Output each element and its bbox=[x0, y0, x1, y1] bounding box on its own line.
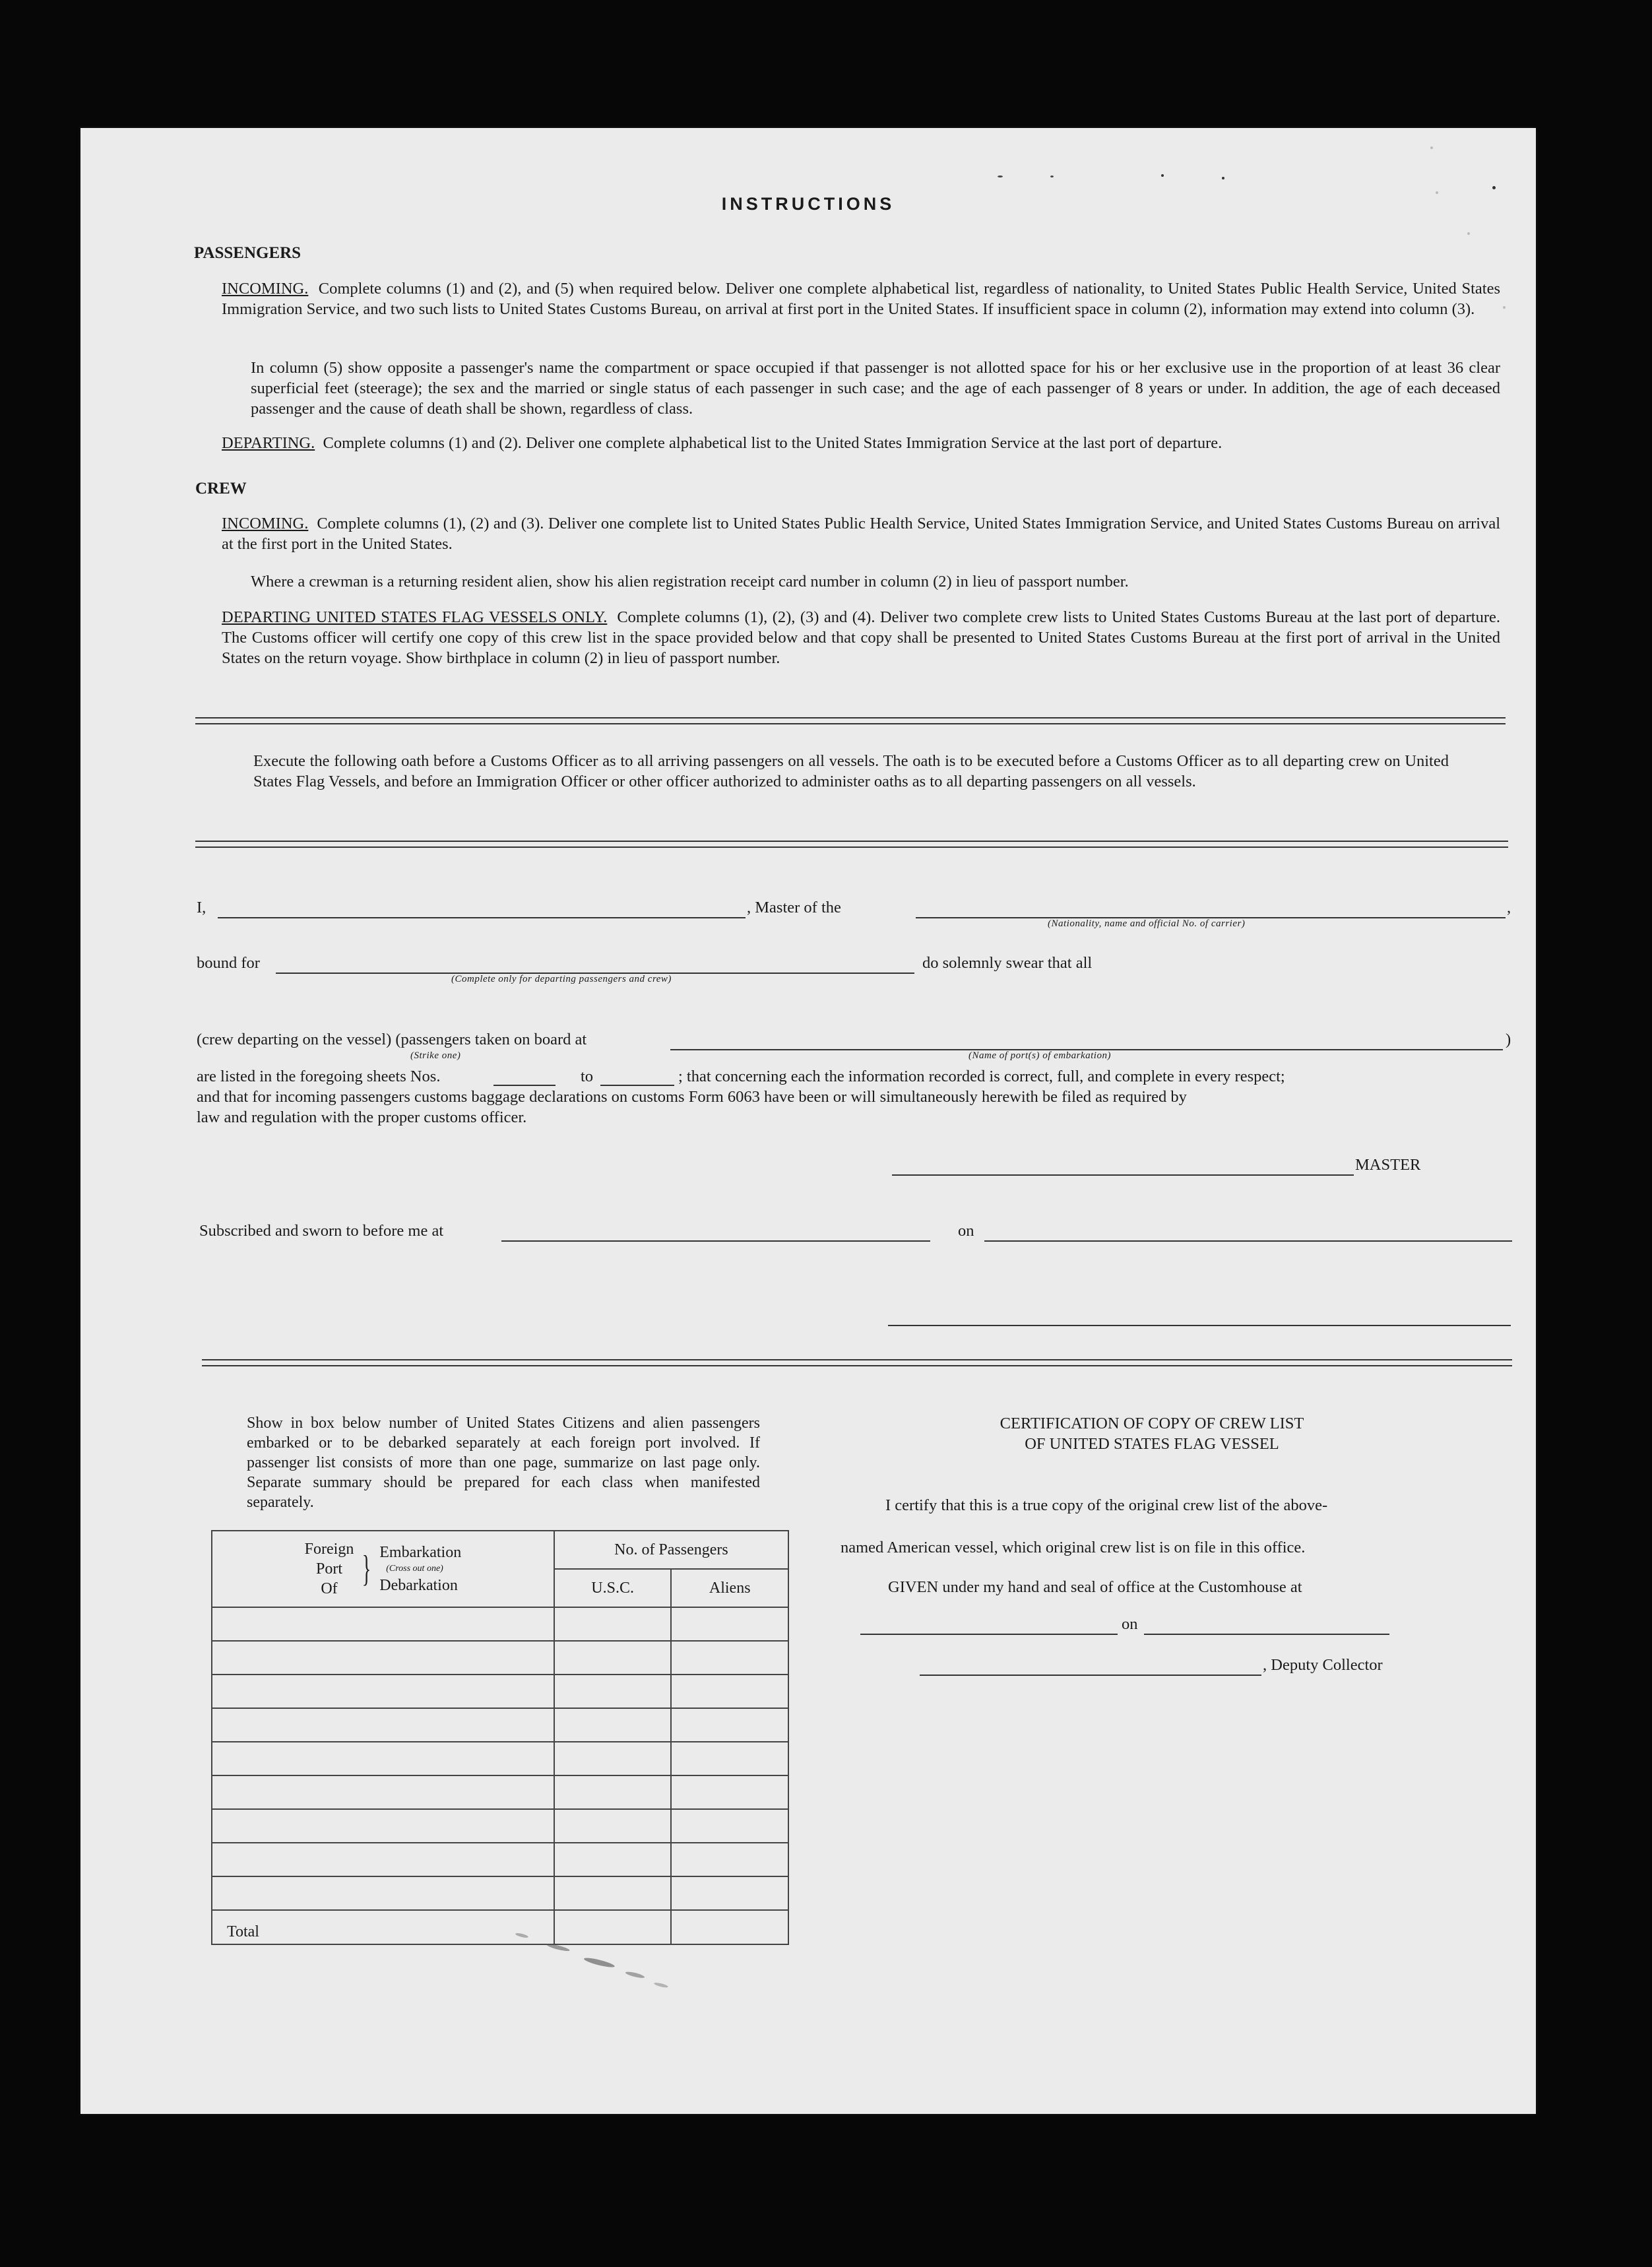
brace-glyph: } bbox=[362, 1549, 371, 1589]
subscribed-label: Subscribed and sworn to before me at bbox=[199, 1222, 444, 1240]
speck bbox=[1436, 191, 1438, 194]
double-rule bbox=[202, 1359, 1512, 1366]
crew-heading: CREW bbox=[195, 480, 247, 497]
passengers-departing-paragraph bbox=[222, 433, 1500, 453]
table-row bbox=[212, 1843, 788, 1876]
officer-signature-field[interactable] bbox=[888, 1325, 1511, 1326]
col-of: Of bbox=[321, 1580, 338, 1597]
aliens-cell[interactable] bbox=[671, 1675, 788, 1708]
certification-heading-2: OF UNITED STATES FLAG VESSEL bbox=[1025, 1435, 1279, 1453]
speck bbox=[1430, 146, 1433, 149]
col-no-passengers: No. of Passengers bbox=[554, 1531, 788, 1569]
deputy-signature-field[interactable] bbox=[920, 1675, 1261, 1676]
port-cell[interactable] bbox=[212, 1675, 554, 1708]
aliens-total-cell[interactable] bbox=[671, 1910, 788, 1944]
sworn-date-field[interactable] bbox=[984, 1240, 1512, 1242]
passengers-heading: PASSENGERS bbox=[194, 244, 302, 262]
table-row bbox=[212, 1708, 788, 1742]
speck bbox=[1161, 174, 1164, 177]
strike-caption: (Strike one) bbox=[410, 1050, 461, 1061]
passengers-incoming-label: INCOMING. bbox=[222, 280, 309, 298]
usc-cell[interactable] bbox=[554, 1742, 672, 1775]
aliens-cell[interactable] bbox=[671, 1843, 788, 1876]
passengers-departing-label: DEPARTING. bbox=[222, 434, 315, 452]
col-usc: U.S.C. bbox=[554, 1569, 672, 1607]
listed-to: to bbox=[581, 1068, 594, 1085]
bound-caption: (Complete only for departing passengers and crew) bbox=[451, 974, 672, 984]
total-label: Total bbox=[212, 1910, 554, 1944]
crew-incoming-text: Complete columns (1), (2) and (3). Deliver one complete list to United States Public Health Service, United States Immigration Service, and United States Customs Bureau on arrival at the first port in the United States. bbox=[222, 515, 1501, 553]
aliens-cell[interactable] bbox=[671, 1708, 788, 1742]
speck bbox=[998, 176, 1003, 177]
customhouse-field[interactable] bbox=[860, 1634, 1118, 1635]
speck bbox=[1492, 186, 1496, 189]
passengers-incoming-paragraph bbox=[222, 278, 1500, 319]
crew-incoming-label: INCOMING. bbox=[222, 515, 309, 532]
speck bbox=[1503, 306, 1506, 309]
crew-resident-paragraph: Where a crewman is a returning resident alien, show his alien registration receipt card number in column (2) in lieu of passport number. bbox=[251, 573, 1129, 591]
aliens-cell[interactable] bbox=[671, 1641, 788, 1675]
sheet-to-field[interactable] bbox=[600, 1085, 674, 1086]
listed-text: ; that concerning each the information recorded is correct, full, and complete in every respect; bbox=[678, 1068, 1285, 1085]
usc-cell[interactable] bbox=[554, 1876, 672, 1910]
summary-instructions: Show in box below number of United States Citizens and alien passengers embarked or to be debarked separately at each foreign port involved. If passenger list consists of more than one page, summarize on last page only. Separate summary should be prepared for each class when manifested separately. bbox=[247, 1415, 760, 1511]
passenger-summary-table bbox=[211, 1530, 789, 1945]
cert-line-1: I certify that this is a true copy of the original crew list of the above- bbox=[885, 1496, 1328, 1514]
sworn-on-label: on bbox=[958, 1222, 974, 1240]
bound-for-label: bound for bbox=[197, 954, 260, 972]
speck bbox=[1222, 177, 1224, 179]
certification-heading-1: CERTIFICATION OF COPY OF CREW LIST bbox=[1000, 1415, 1304, 1432]
crew-departing-label: DEPARTING UNITED STATES FLAG VESSELS ONLY. bbox=[222, 608, 608, 626]
double-rule bbox=[195, 841, 1508, 848]
col-port: Port bbox=[316, 1560, 343, 1578]
sworn-place-field[interactable] bbox=[501, 1240, 930, 1242]
master-of-label: , Master of the bbox=[747, 899, 841, 916]
cert-on-label: on bbox=[1122, 1615, 1138, 1633]
table-row bbox=[212, 1641, 788, 1675]
usc-cell[interactable] bbox=[554, 1675, 672, 1708]
master-name-field[interactable] bbox=[218, 917, 746, 918]
sheet-from-field[interactable] bbox=[493, 1085, 556, 1086]
listed-label: are listed in the foregoing sheets Nos. bbox=[197, 1068, 441, 1085]
port-cell[interactable] bbox=[212, 1742, 554, 1775]
embark-caption: (Name of port(s) of embarkation) bbox=[969, 1050, 1111, 1061]
cert-line-2: named American vessel, which original crew list is on file in this office. bbox=[841, 1539, 1306, 1556]
passengers-incoming-text: Complete columns (1) and (2), and (5) when required below. Deliver one complete alphabetical list, regardless of nationality, to United States Public Health Service, United States Immigration Service, and two such lists to United States Customs Bureau, on arrival at first port in the United States. If insufficient space in column (2), information may extend into column (3). bbox=[222, 280, 1500, 318]
aliens-cell[interactable] bbox=[671, 1742, 788, 1775]
port-cell[interactable] bbox=[212, 1775, 554, 1809]
table-row bbox=[212, 1809, 788, 1843]
form-page bbox=[80, 128, 1536, 2114]
table-row bbox=[212, 1675, 788, 1708]
table-row bbox=[212, 1607, 788, 1641]
master-signature-field[interactable] bbox=[892, 1174, 1354, 1176]
usc-cell[interactable] bbox=[554, 1775, 672, 1809]
port-cell[interactable] bbox=[212, 1843, 554, 1876]
col-aliens: Aliens bbox=[671, 1569, 788, 1607]
usc-cell[interactable] bbox=[554, 1843, 672, 1876]
table-row bbox=[212, 1775, 788, 1809]
double-rule bbox=[195, 717, 1506, 724]
table-row bbox=[212, 1742, 788, 1775]
aliens-cell[interactable] bbox=[671, 1607, 788, 1641]
cert-line-3: GIVEN under my hand and seal of office at the Customhouse at bbox=[888, 1578, 1302, 1596]
col-foreign: Foreign bbox=[304, 1541, 354, 1558]
oath-i-label: I, bbox=[197, 899, 206, 916]
crew-departing-paragraph bbox=[222, 607, 1500, 668]
aliens-cell[interactable] bbox=[671, 1775, 788, 1809]
usc-cell[interactable] bbox=[554, 1641, 672, 1675]
crew-departing-text: Complete columns (1), (2), (3) and (4). Deliver two complete crew lists to United States Customs Bureau at the last port of departure. The Customs officer will certify one copy of this crew list in the space provided below and that copy shall be presented to United States Customs Bureau at the first port of arrival in the United States on the return voyage. Show birthplace in column (2) in lieu of passport number. bbox=[222, 608, 1500, 667]
usc-cell[interactable] bbox=[554, 1809, 672, 1843]
port-cell[interactable] bbox=[212, 1876, 554, 1910]
listed-text-2: and that for incoming passengers customs baggage declarations on customs Form 6063 have been or will simultaneously herewith be filed as required by bbox=[197, 1088, 1187, 1106]
port-cell[interactable] bbox=[212, 1708, 554, 1742]
crew-incoming-paragraph bbox=[222, 513, 1500, 554]
aliens-cell[interactable] bbox=[671, 1876, 788, 1910]
port-header-cell bbox=[212, 1531, 554, 1607]
aliens-cell[interactable] bbox=[671, 1809, 788, 1843]
port-cell[interactable] bbox=[212, 1607, 554, 1641]
oath-intro: Execute the following oath before a Customs Officer as to all arriving passengers on all vessels. The oath is to be executed before a Customs Officer as to all departing crew on United States Flag Vessels, and before an Immigration Officer or other officer authorized to administer oaths as to all departing passengers on all vessels. bbox=[253, 752, 1449, 790]
deputy-collector-label: , Deputy Collector bbox=[1263, 1656, 1383, 1674]
passengers-departing-text: Complete columns (1) and (2). Deliver one complete alphabetical list to the United States Immigration Service at the last port of departure. bbox=[323, 434, 1223, 452]
close-paren: ) bbox=[1506, 1031, 1511, 1048]
usc-cell[interactable] bbox=[554, 1607, 672, 1641]
usc-cell[interactable] bbox=[554, 1708, 672, 1742]
col-debarkation: Debarkation bbox=[379, 1577, 458, 1594]
certification-heading bbox=[901, 1413, 1403, 1454]
port-cell[interactable] bbox=[212, 1809, 554, 1843]
port-cell[interactable] bbox=[212, 1641, 554, 1675]
col-embarkation: Embarkation bbox=[379, 1544, 462, 1561]
listed-text-3: law and regulation with the proper customs officer. bbox=[197, 1108, 527, 1126]
swear-label: do solemnly swear that all bbox=[922, 954, 1093, 972]
speck bbox=[1050, 176, 1054, 177]
speck bbox=[1467, 232, 1470, 235]
cert-date-field[interactable] bbox=[1144, 1634, 1389, 1635]
page-title: INSTRUCTIONS bbox=[721, 194, 895, 214]
carrier-caption: (Nationality, name and official No. of carrier) bbox=[1048, 918, 1246, 929]
col-cross-out: (Cross out one) bbox=[386, 1564, 443, 1574]
master-label: MASTER bbox=[1355, 1156, 1421, 1174]
crew-departing-label: (crew departing on the vessel) (passengers taken on board at bbox=[197, 1031, 587, 1048]
passengers-column5-paragraph: In column (5) show opposite a passenger's name the compartment or space occupied if that passenger is not allotted space for his or her exclusive use in the proportion of at least 36 clear superficial feet (steerage); the sex and the married or single status of each passenger in such case; and the age of each passenger of 8 years or under. In addition, the age of each deceased passenger and the cause of death shall be shown, regardless of class. bbox=[251, 359, 1500, 418]
table-row bbox=[212, 1876, 788, 1910]
comma: , bbox=[1507, 899, 1511, 916]
